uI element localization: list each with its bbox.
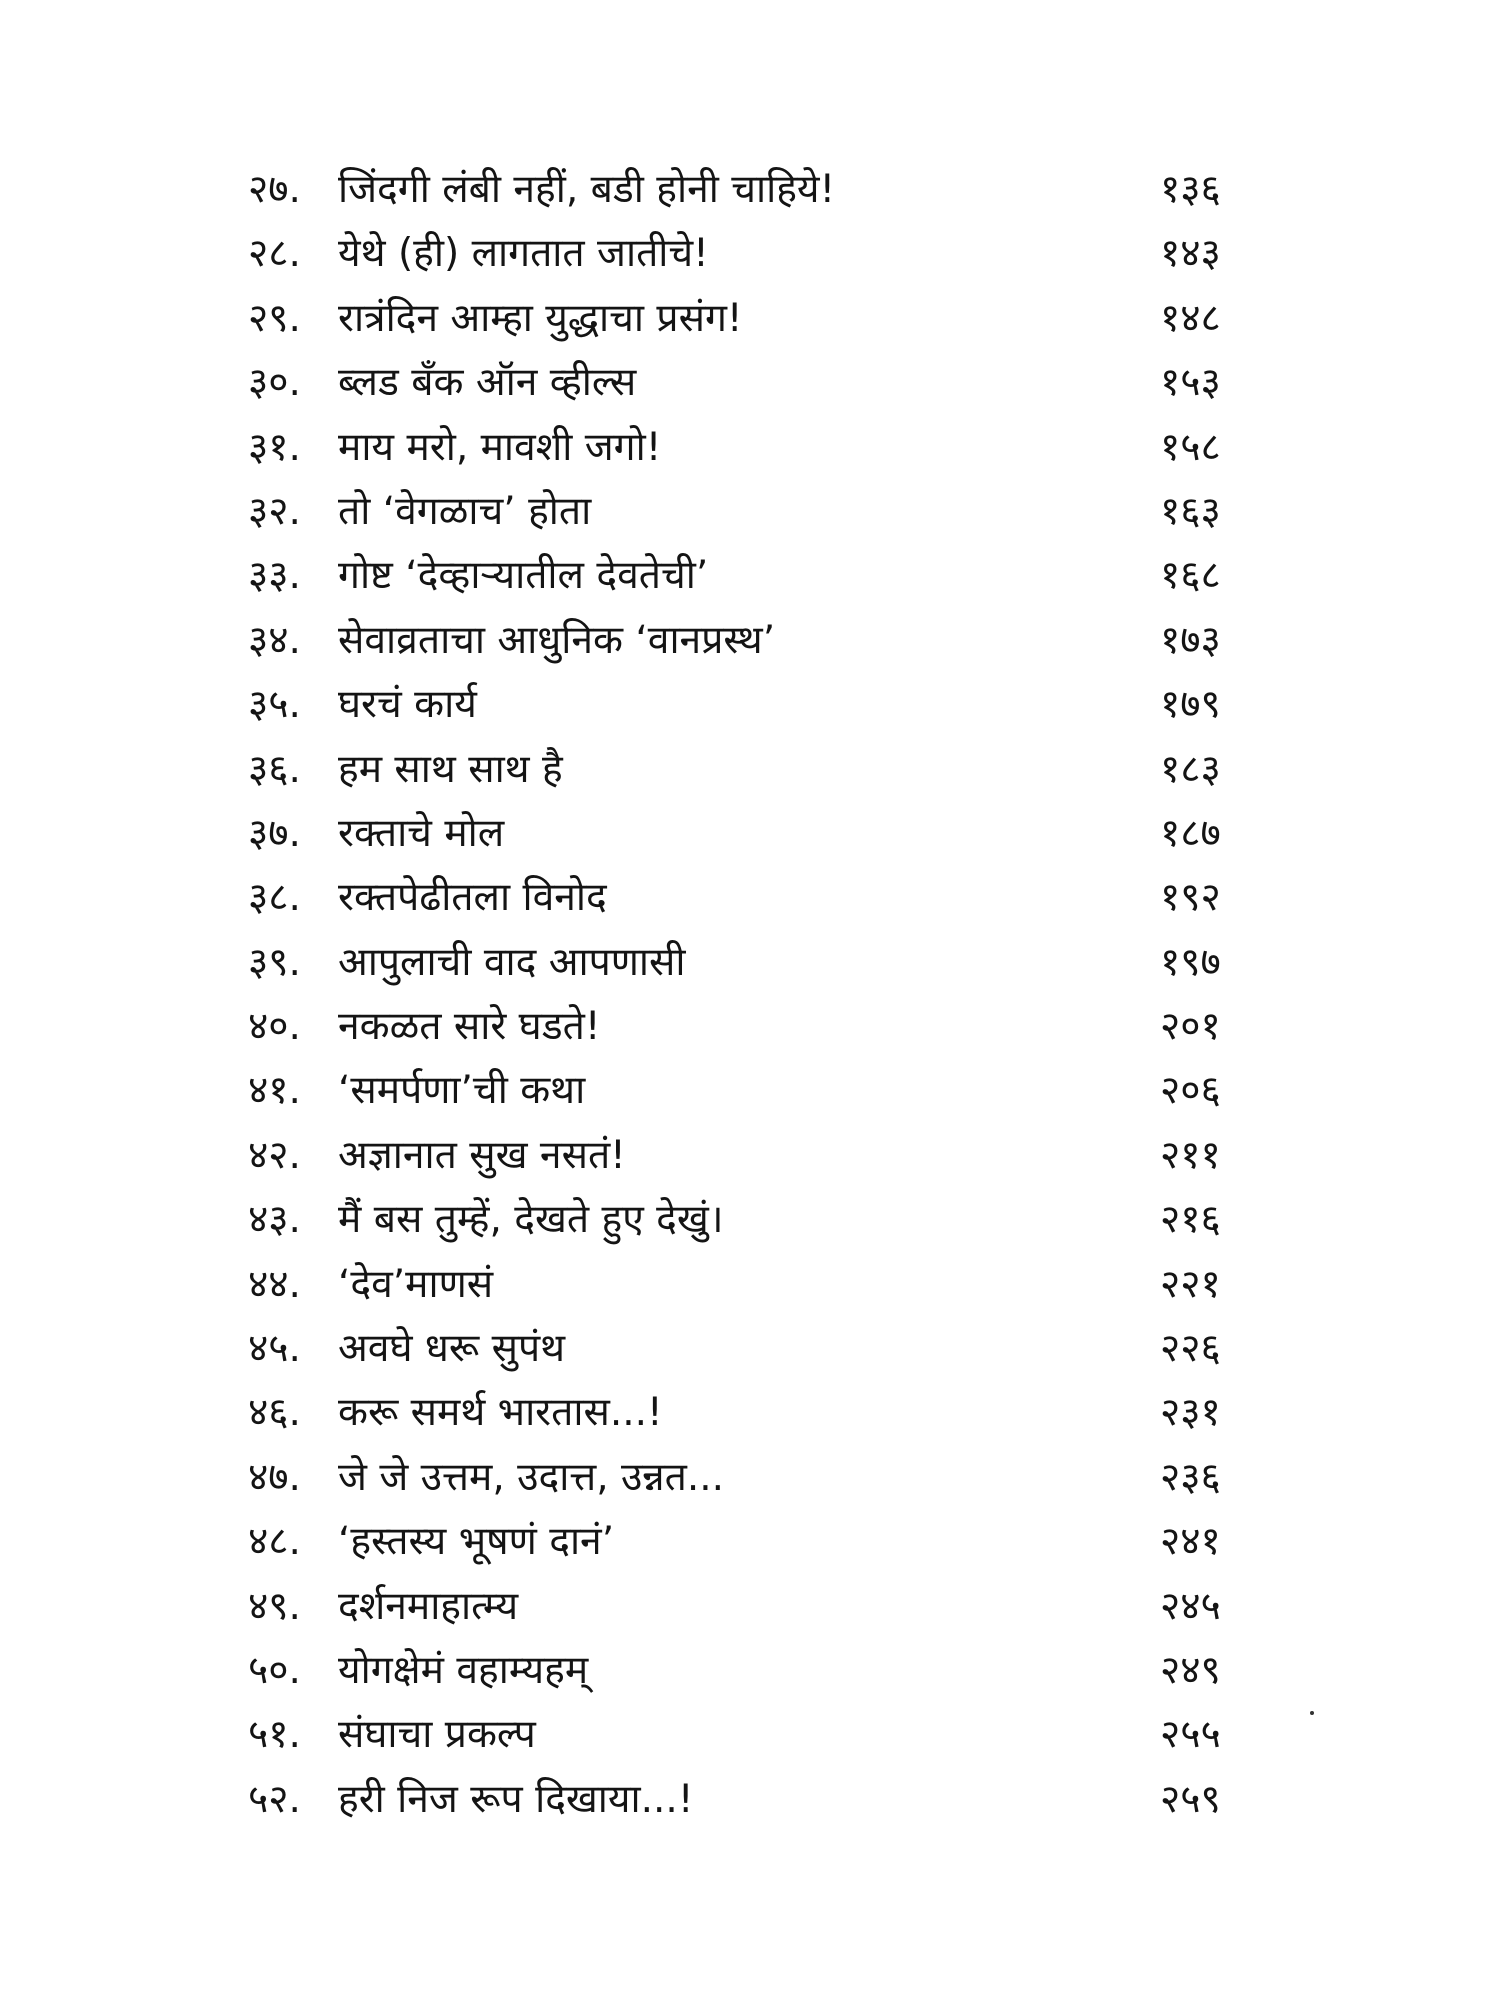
- entry-page-number: १७३: [1160, 617, 1221, 663]
- entry-page-number: २११: [1160, 1132, 1221, 1178]
- toc-entry: [248, 1124, 1258, 1188]
- toc-entry: [248, 931, 1258, 995]
- entry-number: २७.: [248, 167, 301, 212]
- entry-title: करू समर्थ भारतास...!: [338, 1390, 663, 1436]
- entry-number: ४०.: [248, 1004, 301, 1050]
- entry-page-number: १४८: [1160, 295, 1221, 341]
- entry-page-number: १७९: [1160, 682, 1221, 728]
- entry-page-number: २४१: [1160, 1519, 1221, 1565]
- entry-number: ३१.: [248, 424, 301, 470]
- toc-entry: [248, 738, 1258, 802]
- toc-entry: [248, 480, 1258, 544]
- entry-title: हरी निज रूप दिखाया...!: [338, 1776, 694, 1822]
- entry-page-number: १६३: [1160, 488, 1221, 534]
- entry-number: ४६.: [248, 1390, 301, 1436]
- entry-number: ३३.: [248, 553, 301, 599]
- entry-page-number: १६८: [1160, 553, 1221, 599]
- entry-number: ४९.: [248, 1583, 301, 1629]
- toc-entry: [248, 158, 1258, 222]
- entry-page-number: २०६: [1160, 1068, 1221, 1114]
- toc-entry: [248, 222, 1258, 286]
- entry-page-number: १३६: [1160, 167, 1221, 212]
- entry-number: ३६.: [248, 746, 301, 792]
- entry-title: मैं बस तुम्हें, देखते हुए देखुं।: [338, 1197, 724, 1243]
- entry-title: तो ‘वेगळाच’ होता: [338, 488, 592, 534]
- entry-title: जिंदगी लंबी नहीं, बडी होनी चाहिये!: [338, 167, 836, 212]
- entry-number: ३९.: [248, 939, 301, 985]
- entry-page-number: २२१: [1160, 1261, 1221, 1307]
- entry-page-number: २०१: [1160, 1004, 1221, 1050]
- toc-entry: [248, 609, 1258, 673]
- entry-title: माय मरो, मावशी जगो!: [338, 424, 662, 470]
- entry-page-number: १४३: [1160, 231, 1221, 277]
- entry-title: सेवाव्रताचा आधुनिक ‘वानप्रस्थ’: [338, 617, 776, 663]
- toc-entry: [248, 802, 1258, 866]
- entry-number: ४३.: [248, 1197, 301, 1243]
- entry-number: ३५.: [248, 682, 301, 728]
- entry-number: ४८.: [248, 1519, 301, 1565]
- entry-page-number: १९७: [1160, 939, 1221, 985]
- toc-entry: [248, 1639, 1258, 1703]
- toc-entry: [248, 1317, 1258, 1381]
- entry-number: ४७.: [248, 1454, 301, 1500]
- entry-number: ५२.: [248, 1776, 301, 1822]
- entry-title: रक्ताचे मोल: [338, 810, 505, 856]
- toc-entry: [248, 1188, 1258, 1252]
- entry-number: २९.: [248, 295, 301, 341]
- entry-title: येथे (ही) लागतात जातीचे!: [338, 231, 709, 277]
- entry-number: ५१.: [248, 1712, 301, 1758]
- toc-entry: [248, 351, 1258, 415]
- entry-title: रात्रंदिन आम्हा युद्धाचा प्रसंग!: [338, 295, 743, 341]
- entry-page-number: १८३: [1160, 746, 1221, 792]
- entry-title: ब्लड बँक ऑन व्हील्स: [338, 360, 637, 406]
- entry-title: जे जे उत्तम, उदात्त, उन्नत...: [338, 1454, 725, 1500]
- entry-number: ३०.: [248, 360, 301, 406]
- entry-page-number: १५३: [1160, 360, 1221, 406]
- entry-title: योगक्षेमं वहाम्यहम्: [338, 1647, 589, 1693]
- entry-title: अवघे धरू सुपंथ: [338, 1326, 566, 1372]
- entry-number: २८.: [248, 231, 301, 277]
- entry-page-number: १८७: [1160, 810, 1221, 856]
- entry-title: अज्ञानात सुख नसतं!: [338, 1132, 626, 1178]
- toc-entry: [248, 287, 1258, 351]
- toc-entry: [248, 1575, 1258, 1639]
- entry-title: घरचं कार्य: [338, 682, 477, 728]
- entry-page-number: २३६: [1160, 1454, 1221, 1500]
- entry-page-number: २४९: [1160, 1647, 1221, 1693]
- toc-entry: [248, 673, 1258, 737]
- entry-number: ४४.: [248, 1261, 301, 1307]
- toc-entry: [248, 995, 1258, 1059]
- toc-entry: [248, 544, 1258, 608]
- stray-mark: [1310, 1711, 1314, 1715]
- entry-page-number: २५५: [1160, 1712, 1221, 1758]
- entry-page-number: २३१: [1160, 1390, 1221, 1436]
- entry-title: ‘हस्तस्य भूषणं दानं’: [338, 1519, 615, 1565]
- entry-title: गोष्ट ‘देव्हाऱ्यातील देवतेची’: [338, 553, 709, 599]
- toc-entry: [248, 416, 1258, 480]
- entry-page-number: २१६: [1160, 1197, 1221, 1243]
- entry-page-number: २५९: [1160, 1776, 1221, 1822]
- entry-number: ४५.: [248, 1326, 301, 1372]
- entry-title: ‘देव’माणसं: [338, 1261, 494, 1307]
- entry-number: ४२.: [248, 1132, 301, 1178]
- toc-entry: [248, 1446, 1258, 1510]
- entry-title: संघाचा प्रकल्प: [338, 1712, 536, 1758]
- toc-entry: [248, 866, 1258, 930]
- toc-entry: [248, 1510, 1258, 1574]
- toc-entry: [248, 1703, 1258, 1767]
- entry-page-number: २४५: [1160, 1583, 1221, 1629]
- entry-page-number: १५८: [1160, 424, 1221, 470]
- entry-title: आपुलाची वाद आपणासी: [338, 939, 686, 985]
- entry-page-number: १९२: [1160, 875, 1221, 921]
- table-of-contents: [248, 158, 1258, 1832]
- entry-number: ३४.: [248, 617, 301, 663]
- entry-title: नकळत सारे घडते!: [338, 1004, 601, 1050]
- toc-entry: [248, 1059, 1258, 1123]
- entry-number: ३२.: [248, 488, 301, 534]
- entry-title: दर्शनमाहात्म्य: [338, 1583, 519, 1629]
- entry-number: ५०.: [248, 1647, 301, 1693]
- entry-number: ४१.: [248, 1068, 301, 1114]
- entry-title: हम साथ साथ है: [338, 746, 563, 792]
- entry-title: रक्तपेढीतला विनोद: [338, 875, 607, 921]
- toc-entry: [248, 1253, 1258, 1317]
- toc-entry: [248, 1381, 1258, 1445]
- toc-entry: [248, 1768, 1258, 1832]
- entry-number: ३७.: [248, 810, 301, 856]
- entry-page-number: २२६: [1160, 1326, 1221, 1372]
- entry-number: ३८.: [248, 875, 301, 921]
- entry-title: ‘समर्पणा’ची कथा: [338, 1068, 586, 1114]
